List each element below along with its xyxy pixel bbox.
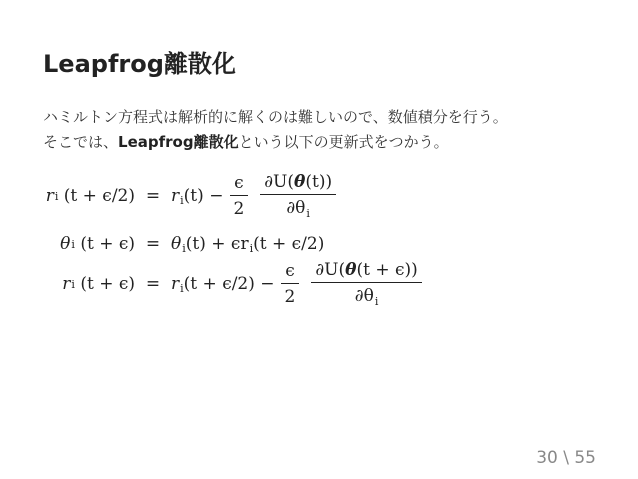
- fraction-denominator: 2: [284, 287, 296, 307]
- theta-vector: θ: [345, 260, 357, 280]
- lhs-var: θ: [60, 234, 71, 254]
- den-sub: i: [306, 207, 310, 220]
- rhs-var: θ: [171, 234, 182, 254]
- den-prefix: ∂θ: [354, 286, 374, 306]
- page-number: 30 \ 55: [536, 448, 596, 468]
- fraction-partial-derivative: [260, 172, 336, 220]
- rhs-var: r: [171, 186, 180, 206]
- paragraph-line-2-prefix: そこでは、: [43, 133, 119, 151]
- equation-r-full-step: [20, 260, 428, 308]
- fraction-numerator: ϵ: [281, 261, 299, 284]
- rhs-b-arg: (t + ϵ/2): [253, 234, 325, 254]
- lhs-sub: i: [54, 190, 59, 203]
- fraction-numerator: [311, 260, 421, 283]
- slide-title: Leapfrog離散化: [43, 50, 236, 78]
- equation-rhs: [171, 260, 428, 308]
- equals-sign: =: [145, 234, 161, 254]
- equals-sign: =: [145, 186, 161, 206]
- lhs-arg: (t + ϵ/2): [63, 186, 135, 206]
- fraction-denominator: [351, 283, 383, 308]
- rhs-arg: (t + ϵ/2): [183, 274, 255, 294]
- rhs-arg: (t) + ϵr: [185, 234, 249, 254]
- equation-theta-step: [20, 234, 324, 254]
- intro-paragraph: [43, 105, 603, 155]
- equation-rhs: [171, 172, 342, 220]
- fraction-partial-derivative: [311, 260, 421, 308]
- fraction-denominator: 2: [233, 199, 245, 219]
- fraction-epsilon-over-2: [229, 173, 248, 219]
- num-prefix: ∂U(: [264, 172, 295, 192]
- rhs-b-sub: i: [249, 241, 254, 255]
- equation-lhs: [20, 186, 135, 206]
- lhs-var: r: [62, 274, 71, 294]
- fraction-denominator: [282, 195, 314, 220]
- rhs-sub: i: [180, 281, 184, 295]
- minus-sign: −: [209, 186, 224, 206]
- theta-vector: θ: [294, 172, 306, 192]
- equation-r-half-step: [20, 172, 342, 220]
- paragraph-line-1: ハミルトン方程式は解析的に解くのは難しいので、数値積分を行う。: [43, 108, 508, 126]
- lhs-arg: (t + ϵ): [80, 274, 135, 294]
- rhs-sub: i: [182, 241, 186, 255]
- rhs-sub: i: [180, 193, 184, 207]
- num-suffix: (t)): [305, 172, 333, 192]
- num-prefix: ∂U(: [315, 260, 346, 280]
- paragraph-line-2-bold: Leapfrog離散化: [118, 133, 239, 151]
- lhs-var: r: [45, 186, 54, 206]
- paragraph-line-2-suffix: という以下の更新式をつかう。: [238, 133, 449, 151]
- minus-sign: −: [260, 274, 275, 294]
- lhs-sub: i: [71, 278, 75, 291]
- paragraph-line-2: [43, 130, 603, 155]
- den-sub: i: [374, 295, 379, 308]
- equation-lhs: [20, 234, 135, 254]
- lhs-arg: (t + ϵ): [80, 234, 135, 254]
- rhs-var: r: [171, 274, 180, 294]
- fraction-epsilon-over-2: [281, 261, 300, 307]
- num-suffix: (t + ϵ)): [356, 260, 418, 280]
- equals-sign: =: [145, 274, 161, 294]
- fraction-numerator: ϵ: [230, 173, 248, 196]
- rhs-arg: (t): [183, 186, 204, 206]
- fraction-numerator: [260, 172, 336, 195]
- den-prefix: ∂θ: [286, 198, 306, 218]
- equation-lhs: [20, 274, 135, 294]
- lhs-sub: i: [71, 238, 75, 251]
- equation-rhs: [171, 234, 324, 254]
